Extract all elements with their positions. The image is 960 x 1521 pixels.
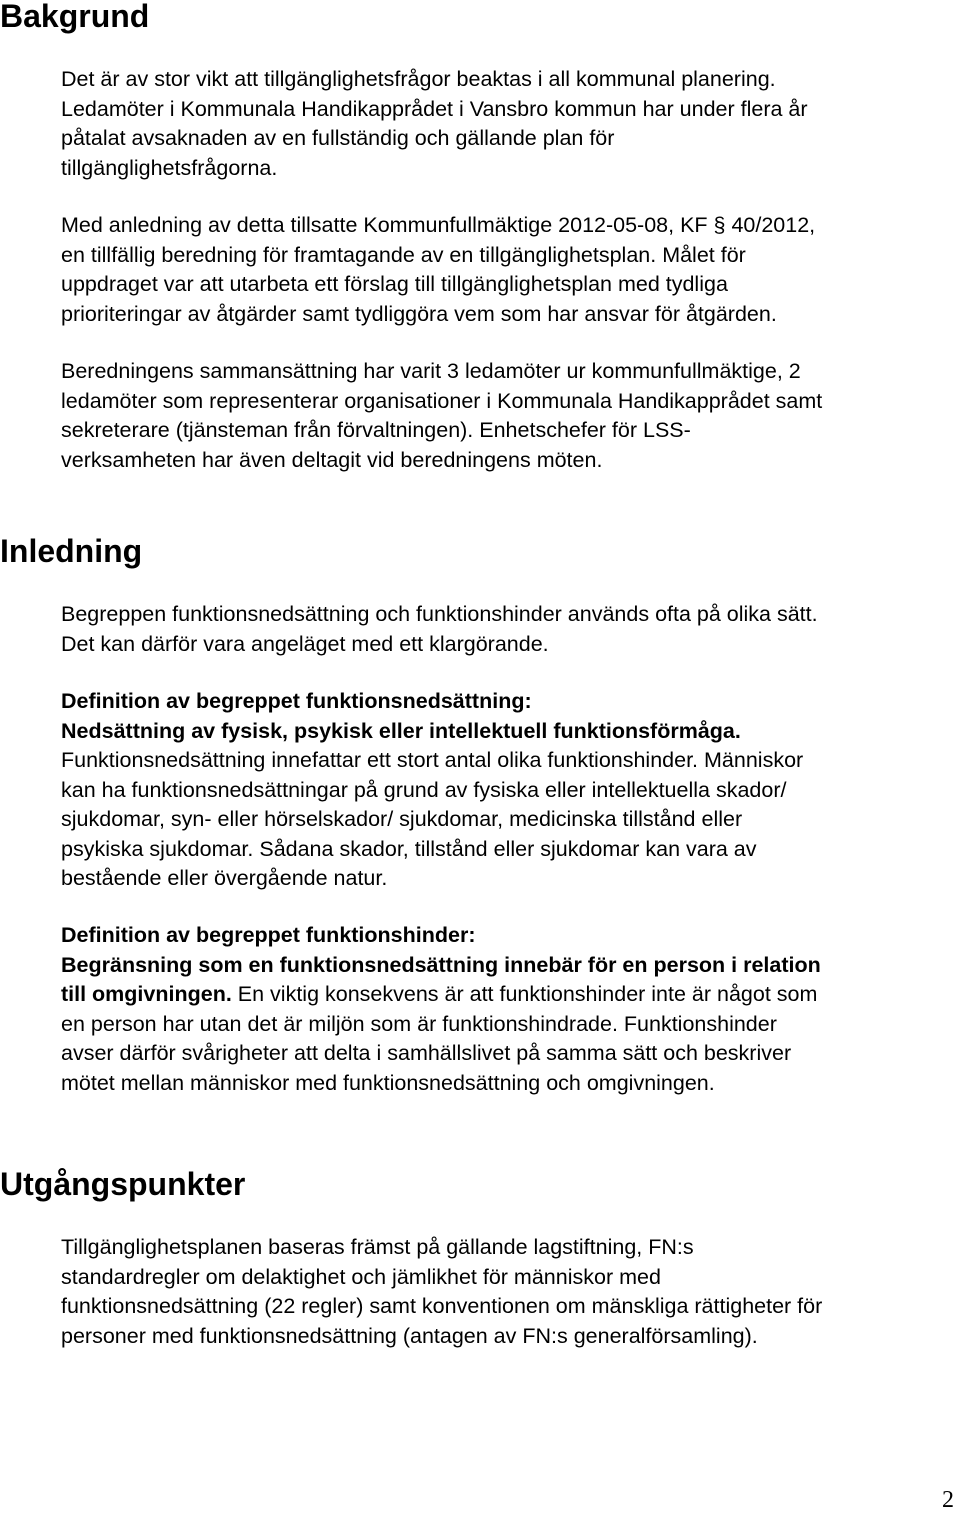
bakgrund-paragraph-1 [61, 65, 960, 183]
text-line-mixed [61, 980, 960, 1010]
text-line: Med anledning av detta tillsatte Kommunfullmäktige 2012-05-08, KF § 40/2012, [61, 213, 816, 237]
definition-title: Definition av begreppet funktionshinder: [61, 923, 476, 947]
utgangspunkter-paragraph-1 [61, 1233, 960, 1351]
page-number: 2 [942, 1487, 954, 1513]
text-line: prioriteringar av åtgärder samt tydliggöra vem som har ansvar för åtgärden. [61, 301, 777, 326]
heading-inledning: Inledning [0, 533, 143, 569]
text-line: kan ha funktionsnedsättningar på grund av fysiska eller intellektuella skador/ [61, 777, 787, 802]
text-line: en tillfällig beredning för framtagande av en tillgänglighetsplan. Målet för [61, 242, 746, 267]
definition-funktionshinder [61, 921, 960, 1098]
text-line: en person har utan det är miljön som är funktionshindrade. Funktionshinder [61, 1011, 777, 1036]
bakgrund-paragraph-3 [61, 357, 960, 475]
text-line: Tillgänglighetsplanen baseras främst på gällande lagstiftning, FN:s [61, 1235, 694, 1259]
definition-bold-lead: till omgivningen. [61, 982, 232, 1006]
text-line: Funktionsnedsättning innefattar ett stort antal olika funktionshinder. Människor [61, 748, 804, 772]
text-line: tillgänglighetsfrågorna. [61, 155, 278, 180]
text-line: Det kan därför vara angeläget med ett klargörande. [61, 631, 549, 656]
heading-bakgrund: Bakgrund [0, 0, 150, 34]
text-run: En viktig konsekvens är att funktionshinder inte är något som [231, 982, 818, 1006]
heading-utgangspunkter: Utgångspunkter [0, 1166, 246, 1202]
text-line: verksamheten har även deltagit vid beredningens möten. [61, 447, 603, 472]
text-line: psykiska sjukdomar. Sådana skador, tillstånd eller sjukdomar kan vara av [61, 836, 757, 861]
text-line: sjukdomar, syn- eller hörselskador/ sjukdomar, medicinska tillstånd eller [61, 807, 743, 831]
text-line: bestående eller övergående natur. [61, 866, 388, 890]
definition-bold-line: Begränsning som en funktionsnedsättning innebär för en person i relation [61, 952, 821, 977]
inledning-intro [61, 600, 960, 659]
text-line: funktionsnedsättning (22 regler) samt konventionen om mänskliga rättigheter för [61, 1294, 823, 1318]
definition-title: Definition av begreppet funktionsnedsättning: [61, 689, 532, 713]
text-line: Det är av stor vikt att tillgänglighetsfrågor beaktas i all kommunal planering. [61, 67, 776, 91]
definition-funktionsnedsattning [61, 687, 960, 894]
text-line: Begreppen funktionsnedsättning och funktionshinder används ofta på olika sätt. [61, 602, 818, 626]
text-line: avser därför svårigheter att delta i samhällslivet på samma sätt och beskriver [61, 1041, 792, 1065]
text-line: personer med funktionsnedsättning (antagen av FN:s generalförsamling). [61, 1323, 758, 1348]
text-line: standardregler om delaktighet och jämlikhet för människor med [61, 1264, 661, 1289]
text-line: uppdraget var att utarbeta ett förslag till tillgänglighetsplan med tydliga [61, 272, 728, 296]
text-line: ledamöter som representerar organisationer i Kommunala Handikapprådet samt [61, 388, 823, 413]
text-line: Ledamöter i Kommunala Handikapprådet i Vansbro kommun har under flera år [61, 96, 808, 121]
text-line: mötet mellan människor med funktionsnedsättning och omgivningen. [61, 1070, 715, 1095]
text-line: sekreterare (tjänsteman från förvaltningen). Enhetschefer för LSS- [61, 418, 691, 442]
bakgrund-paragraph-2 [61, 211, 960, 329]
definition-bold-line: Nedsättning av fysisk, psykisk eller intellektuell funktionsförmåga. [61, 718, 741, 743]
text-line: påtalat avsaknaden av en fullständig och gällande plan för [61, 126, 615, 150]
text-line: Beredningens sammansättning har varit 3 ledamöter ur kommunfullmäktige, 2 [61, 359, 801, 383]
